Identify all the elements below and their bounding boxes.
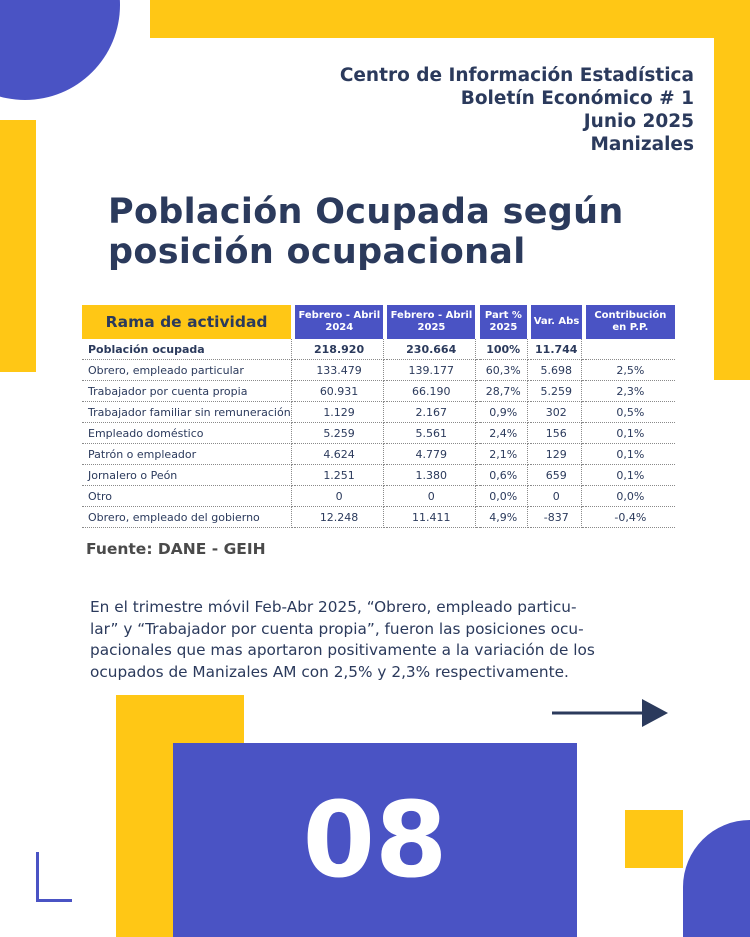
table-row xyxy=(82,339,675,360)
source-note: Fuente: DANE - GEIH xyxy=(86,540,266,558)
row-var-abs: 0 xyxy=(531,486,581,507)
row-part: 2,4% xyxy=(480,423,528,444)
document-header xyxy=(340,64,694,156)
yellow-frame-right xyxy=(714,0,750,380)
table-row xyxy=(82,486,675,507)
row-feb-2025: 5.561 xyxy=(387,423,475,444)
row-label: Obrero, empleado particular xyxy=(82,360,291,381)
header-part: Part % 2025 xyxy=(480,305,528,339)
header-contribucion: Contribución en P.P. xyxy=(586,305,675,339)
row-feb-2025: 230.664 xyxy=(387,339,475,360)
row-contribucion: 0,1% xyxy=(586,465,675,486)
row-var-abs: 5.259 xyxy=(531,381,581,402)
table-header-row xyxy=(82,305,675,339)
row-part: 4,9% xyxy=(480,507,528,528)
occupation-table xyxy=(82,305,675,528)
row-label: Trabajador por cuenta propia xyxy=(82,381,291,402)
row-contribucion xyxy=(586,339,675,360)
summary-paragraph xyxy=(90,597,656,683)
page-title xyxy=(108,192,624,272)
row-label: Trabajador familiar sin remuneración xyxy=(82,402,291,423)
row-feb-2025: 0 xyxy=(387,486,475,507)
row-var-abs: 302 xyxy=(531,402,581,423)
header-line-3: Junio 2025 xyxy=(583,111,694,132)
row-label: Empleado doméstico xyxy=(82,423,291,444)
row-feb-2024: 5.259 xyxy=(295,423,383,444)
row-part: 60,3% xyxy=(480,360,528,381)
paragraph-line-4: ocupados de Manizales AM con 2,5% y 2,3% respectivamente. xyxy=(90,662,569,681)
paragraph-line-1: En el trimestre móvil Feb-Abr 2025, “Obrero, empleado particu- xyxy=(90,598,577,616)
row-label: Jornalero o Peón xyxy=(82,465,291,486)
table-row xyxy=(82,507,675,528)
row-feb-2025: 11.411 xyxy=(387,507,475,528)
row-feb-2024: 1.251 xyxy=(295,465,383,486)
row-var-abs: 156 xyxy=(531,423,581,444)
row-var-abs: 11.744 xyxy=(531,339,581,360)
row-part: 0,0% xyxy=(480,486,528,507)
row-contribucion: 2,3% xyxy=(586,381,675,402)
header-feb-2025: Febrero - Abril 2025 xyxy=(387,305,475,339)
title-line-1: Población Ocupada según xyxy=(108,192,624,232)
header-var-abs: Var. Abs xyxy=(531,305,581,339)
header-line-1: Centro de Información Estadística xyxy=(339,65,694,86)
table-row xyxy=(82,402,675,423)
row-label: Patrón o empleador xyxy=(82,444,291,465)
row-contribucion: 0,0% xyxy=(586,486,675,507)
row-label: Población ocupada xyxy=(82,339,291,360)
row-part: 100% xyxy=(480,339,528,360)
row-label: Obrero, empleado del gobierno xyxy=(82,507,291,528)
row-feb-2025: 1.380 xyxy=(387,465,475,486)
row-feb-2024: 133.479 xyxy=(295,360,383,381)
table-row xyxy=(82,381,675,402)
blue-corner-decoration-base xyxy=(712,878,750,937)
row-feb-2025: 66.190 xyxy=(387,381,475,402)
row-feb-2024: 60.931 xyxy=(295,381,383,402)
row-part: 2,1% xyxy=(480,444,528,465)
title-line-2: posición ocupacional xyxy=(108,232,526,272)
corner-bracket-decoration xyxy=(36,852,72,902)
row-feb-2025: 139.177 xyxy=(387,360,475,381)
paragraph-line-3: pacionales que mas aportaron positivamente a la variación de los xyxy=(90,641,595,659)
row-contribucion: 0,1% xyxy=(586,444,675,465)
arrow-right-icon xyxy=(550,697,670,729)
row-var-abs: 659 xyxy=(531,465,581,486)
yellow-frame-top xyxy=(150,0,750,38)
row-feb-2024: 218.920 xyxy=(295,339,383,360)
table-row xyxy=(82,444,675,465)
header-line-2: Boletín Económico # 1 xyxy=(460,88,694,109)
row-contribucion: -0,4% xyxy=(586,507,675,528)
row-var-abs: -837 xyxy=(531,507,581,528)
page-number: 08 xyxy=(302,779,448,901)
row-contribucion: 0,1% xyxy=(586,423,675,444)
row-feb-2024: 12.248 xyxy=(295,507,383,528)
paragraph-line-2: lar” y “Trabajador por cuenta propia”, fueron las posiciones ocu- xyxy=(90,619,584,638)
row-part: 0,6% xyxy=(480,465,528,486)
row-part: 0,9% xyxy=(480,402,528,423)
header-line-4: Manizales xyxy=(590,134,694,155)
row-feb-2025: 4.779 xyxy=(387,444,475,465)
table-row xyxy=(82,465,675,486)
row-feb-2024: 1.129 xyxy=(295,402,383,423)
row-contribucion: 2,5% xyxy=(586,360,675,381)
row-feb-2024: 4.624 xyxy=(295,444,383,465)
row-feb-2024: 0 xyxy=(295,486,383,507)
yellow-square-decoration xyxy=(625,810,683,868)
table-row xyxy=(82,423,675,444)
header-feb-2024: Febrero - Abril 2024 xyxy=(295,305,383,339)
row-label: Otro xyxy=(82,486,291,507)
row-var-abs: 129 xyxy=(531,444,581,465)
yellow-frame-left xyxy=(0,120,36,372)
row-feb-2025: 2.167 xyxy=(387,402,475,423)
header-rama: Rama de actividad xyxy=(82,305,291,339)
row-part: 28,7% xyxy=(480,381,528,402)
blue-circle-decoration xyxy=(0,0,120,100)
row-contribucion: 0,5% xyxy=(586,402,675,423)
row-var-abs: 5.698 xyxy=(531,360,581,381)
table-row xyxy=(82,360,675,381)
